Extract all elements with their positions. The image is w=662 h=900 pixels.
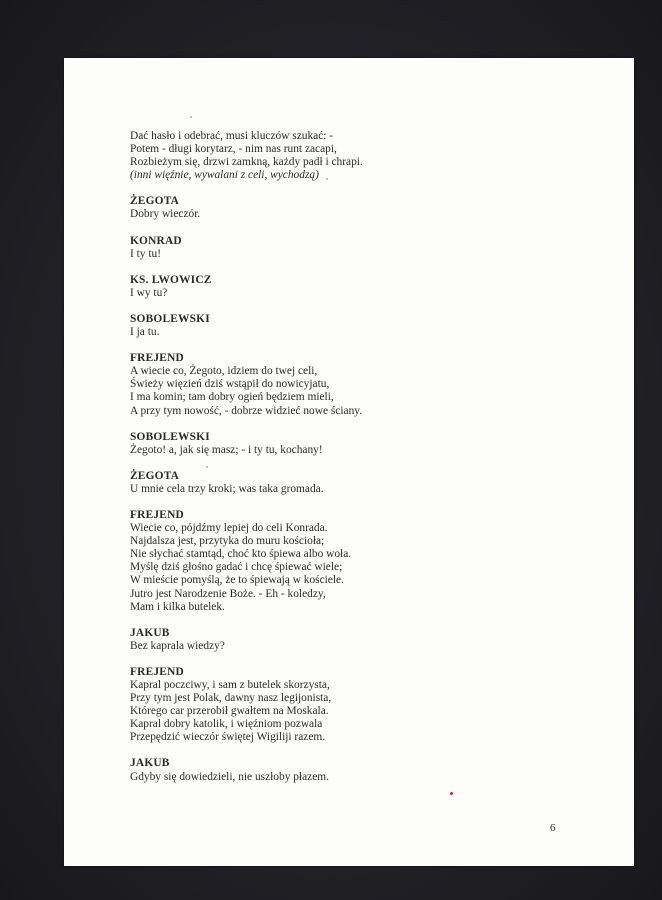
opening-verse — [130, 130, 570, 182]
stage-direction: (inni więźnie, wywalani z celi, wychodzą) — [130, 169, 319, 182]
speaker-name: FREJEND — [130, 352, 184, 365]
dialogue-entry — [130, 313, 570, 339]
dialogue-entry — [130, 757, 570, 783]
verse-line: Bez kaprala wiedzy? — [130, 639, 225, 652]
dialogue-entry — [130, 666, 570, 745]
verse-line: A wiecie co, Żegoto, idziem do twej celi, — [130, 365, 318, 378]
verse-line: Nie słychać stamtąd, choć kto śpiewa albo woła. — [130, 548, 352, 561]
verse-line: U mnie cela trzy kroki; was taka gromada. — [130, 482, 324, 495]
verse-line: Jutro jest Narodzenie Boże. - Eh - koledzy, — [130, 587, 326, 600]
verse-line: Dać hasło i odebrać, musi kluczów szukać: - — [130, 130, 334, 142]
verse-line: I ja tu. — [130, 326, 160, 339]
page-number: 6 — [550, 822, 556, 834]
speaker-name: ŻEGOTA — [130, 469, 180, 482]
speaker-name: KONRAD — [130, 234, 182, 247]
dust-speck — [206, 466, 208, 468]
verse-line: Którego car przerobił gwałtem na Moskala. — [130, 705, 329, 718]
speaker-name: SOBOLEWSKI — [130, 430, 210, 443]
verse-line: Kapral poczciwy, i sam z butelek skorzysta, — [130, 679, 330, 691]
speaker-name: JAKUB — [130, 757, 170, 770]
verse-line: Przy tym jest Polak, dawny nasz legijonista, — [130, 692, 332, 705]
verse-line: Najdalsza jest, przytyka do muru kościoła; — [130, 535, 325, 548]
dialogue-entry — [130, 235, 570, 261]
speaker-name: ŻEGOTA — [130, 195, 180, 208]
ink-speck — [450, 792, 453, 795]
verse-line: Przepędzić wieczór świętej Wigiliji razem. — [130, 731, 326, 744]
verse-line: Rozbieżym się, drzwi zamkną, każdy padł i chrapi. — [130, 156, 363, 169]
text-block — [130, 130, 570, 784]
dialogue-entry — [130, 470, 570, 496]
verse-line: I ma komin; tam dobry ogień będziem mieli, — [130, 391, 334, 404]
verse-line: Gdyby się dowiedzieli, nie uszłoby płazem. — [130, 770, 329, 783]
verse-line: Żegoto! a, jak się masz; - i ty tu, kochany! — [130, 443, 323, 456]
verse-line: W mieście pomyślą, że to śpiewają w kościele. — [130, 574, 344, 587]
verse-line: Mam i kilka butelek. — [130, 600, 225, 613]
speaker-name: SOBOLEWSKI — [130, 312, 210, 325]
verse-line: Wiecie co, pójdźmy lepiej do celi Konrada. — [130, 522, 328, 535]
verse-line: Świeży więzień dziś wstąpił do nowicyjatu, — [130, 378, 330, 391]
dialogue-entry — [130, 352, 570, 417]
speaker-name: FREJEND — [130, 665, 184, 678]
dialogue-entry — [130, 195, 570, 221]
dust-speck — [190, 116, 192, 118]
verse-line: Potem - długi korytarz, - nim nas runt zacapi, — [130, 143, 337, 156]
dust-speck — [326, 178, 328, 180]
dialogue-entry — [130, 509, 570, 614]
verse-line: I ty tu! — [130, 247, 162, 260]
dialogue-entry — [130, 627, 570, 653]
dialogue-entry — [130, 274, 570, 300]
dialogue-entry — [130, 431, 570, 457]
verse-line: I wy tu? — [130, 286, 168, 299]
verse-line: Dobry wieczór. — [130, 208, 201, 221]
document-page — [64, 58, 634, 866]
speaker-name: KS. LWOWICZ — [130, 273, 212, 286]
verse-line: A przy tym nowość, - dobrze widzieć nowe ściany. — [130, 404, 363, 417]
speaker-name: FREJEND — [130, 508, 184, 521]
verse-line: Myślę dziś głośno gadać i chcę śpiewać wiele; — [130, 561, 343, 574]
speaker-name: JAKUB — [130, 626, 170, 639]
verse-line: Kapral dobry katolik, i więźniom pozwala — [130, 718, 323, 731]
